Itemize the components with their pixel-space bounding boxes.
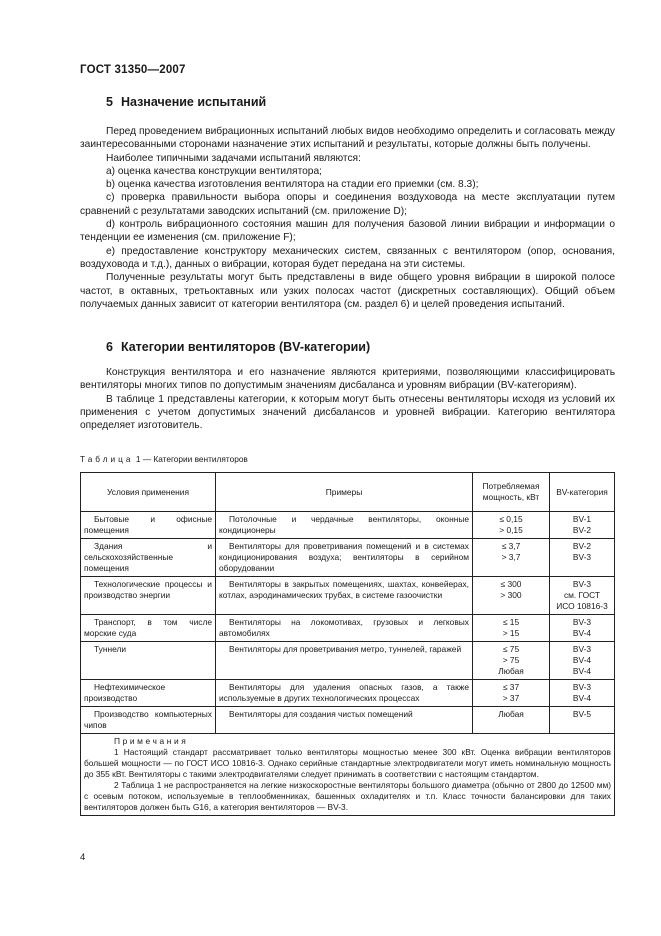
document-header: ГОСТ 31350—2007 bbox=[80, 64, 186, 76]
note-item: 2 Таблица 1 не распространяется на легкие низкоскоростные вентиляторы большого диаметра (обычно от 2800 до 12500 мм) с осевым потоком, используемые в теплообменниках, башенных охладителях и т.п. Класс точности балансировки для таких вентиляторов должен быть G16, а категория вентиляторов — BV-3. bbox=[84, 780, 611, 812]
cell-examples: Потолочные и чердачные вентиляторы, оконные кондиционеры bbox=[216, 512, 473, 539]
cell-conditions: Производство компьютерных чипов bbox=[81, 707, 216, 734]
list-item: е) предоставление конструктору механических систем, связанных с вентилятором (опор, основания, воздуховода и т.д.), данных о вибрации, которая будет передана на эти системы. bbox=[80, 245, 615, 270]
paragraph: В таблице 1 представлены категории, к которым могут быть отнесены вентиляторы исходя из условий их применения с учетом допустимых значений дисбалансов и уровней вибрации. Категорию вентилятора определяет изготовитель. bbox=[80, 393, 615, 432]
table-caption-prefix: Таблица bbox=[80, 454, 134, 464]
cell-examples: Вентиляторы для удаления опасных газов, а также используемые в других технологических процессах bbox=[216, 680, 473, 707]
table-header-row bbox=[81, 473, 615, 512]
cell-examples: Вентиляторы в закрытых помещениях, шахтах, конвейерах, котлах, аэродинамических трубах, в системе газоочистки bbox=[216, 577, 473, 615]
section-5-number: 5 bbox=[106, 95, 113, 109]
cell-power: ≤ 300 > 300 bbox=[473, 577, 550, 615]
cell-examples: Вентиляторы для проветривания метро, туннелей, гаражей bbox=[216, 642, 473, 680]
cell-category: BV-3 BV-4 bbox=[550, 680, 615, 707]
section-5-heading bbox=[106, 95, 266, 109]
cell-power: ≤ 37 > 37 bbox=[473, 680, 550, 707]
table-caption bbox=[80, 454, 248, 464]
categories-table bbox=[80, 472, 615, 816]
section-6-number: 6 bbox=[106, 340, 113, 354]
table-row bbox=[81, 577, 615, 615]
cell-conditions: Туннели bbox=[81, 642, 216, 680]
table-notes bbox=[81, 734, 615, 816]
paragraph: Полученные результаты могут быть представлены в виде общего уровня вибрации в широкой полосе частот, в октавных, третьоктавных или узких полосах частот (дискретных составляющих). Общий объем получаемых данных зависит от категории вентилятора (см. раздел 6) и целей проведения испытаний. bbox=[80, 272, 615, 310]
paragraph: Наиболее типичными задачами испытаний являются: bbox=[106, 152, 361, 164]
cell-power: ≤ 0,15 > 0,15 bbox=[473, 512, 550, 539]
cell-category: BV-3 BV-4 bbox=[550, 615, 615, 642]
cell-power: ≤ 3,7 > 3,7 bbox=[473, 539, 550, 577]
table-row bbox=[81, 539, 615, 577]
cell-category: BV-5 bbox=[550, 707, 615, 734]
section-6-body bbox=[80, 366, 615, 432]
paragraph: Конструкция вентилятора и его назначение являются критериями, позволяющими классифицировать вентиляторы многих типов по допустимым значениям дисбаланса и уровням вибрации (BV-категориям). bbox=[80, 367, 615, 392]
cell-conditions: Здания и сельскохозяйственные помещения bbox=[81, 539, 216, 577]
cell-conditions: Транспорт, в том числе морские суда bbox=[81, 615, 216, 642]
cell-power: Любая bbox=[473, 707, 550, 734]
cell-category: BV-1 BV-2 bbox=[550, 512, 615, 539]
list-item: с) проверка правильности выбора опоры и соединения воздуховода на месте эксплуатации путем сравнений с результатами заводских испытаний (см. приложение D); bbox=[80, 192, 615, 217]
table-row bbox=[81, 680, 615, 707]
section-5-body bbox=[80, 125, 615, 311]
cell-power: ≤ 15 > 15 bbox=[473, 615, 550, 642]
notes-title: Примечания bbox=[114, 736, 189, 746]
header-examples: Примеры bbox=[216, 473, 473, 512]
table-caption-text: 1 — Категории вентиляторов bbox=[135, 454, 248, 464]
cell-conditions: Бытовые и офисные помещения bbox=[81, 512, 216, 539]
cell-power: ≤ 75 > 75 Любая bbox=[473, 642, 550, 680]
table-row bbox=[81, 707, 615, 734]
table-row bbox=[81, 642, 615, 680]
cell-examples: Вентиляторы на локомотивах, грузовых и легковых автомобилях bbox=[216, 615, 473, 642]
page-number: 4 bbox=[80, 852, 86, 863]
list-item: d) контроль вибрационного состояния машин для получения базовой линии вибрации и информации о тенденции ее изменения (см. приложение F); bbox=[80, 219, 615, 244]
cell-conditions: Технологические процессы и производство энергии bbox=[81, 577, 216, 615]
cell-conditions: Нефтехимическое производство bbox=[81, 680, 216, 707]
table-row bbox=[81, 615, 615, 642]
cell-examples: Вентиляторы для создания чистых помещений bbox=[216, 707, 473, 734]
header-conditions: Условия применения bbox=[81, 473, 216, 512]
section-5-title: Назначение испытаний bbox=[120, 95, 267, 109]
cell-category: BV-3 см. ГОСТ ИСО 10816-3 bbox=[550, 577, 615, 615]
header-category: BV-категория bbox=[550, 473, 615, 512]
cell-category: BV-2 BV-3 bbox=[550, 539, 615, 577]
cell-category: BV-3 BV-4 BV-4 bbox=[550, 642, 615, 680]
note-item: 1 Настоящий стандарт рассматривает только вентиляторы мощностью менее 300 кВт. Оценка вибрации вентиляторов большей мощности — по ГОСТ ИСО 10816-3. Однако серийные стандартные электродвигатели могут иметь номинальную мощность до 355 кВт. Вентиляторы с такими электродвигателями следует принимать в соответствии с настоящим стандартом. bbox=[84, 747, 611, 779]
table-row bbox=[81, 512, 615, 539]
list-item: b) оценка качества изготовления вентилятора на стадии его приемки (см. 8.3); bbox=[106, 179, 479, 191]
paragraph: Перед проведением вибрационных испытаний любых видов необходимо определить и согласовать между заинтересованными сторонами назначение этих испытаний и результаты, которые должны быть получены. bbox=[80, 126, 615, 151]
cell-examples: Вентиляторы для проветривания помещений и в системах кондиционирования воздуха; вентиляторы в серийном оборудовании bbox=[216, 539, 473, 577]
header-power: Потребляемая мощность, кВт bbox=[473, 473, 550, 512]
section-6-heading bbox=[106, 340, 370, 354]
table-notes-row bbox=[81, 734, 615, 816]
list-item: а) оценка качества конструкции вентилятора; bbox=[106, 165, 322, 177]
section-6-title: Категории вентиляторов (BV-категории) bbox=[120, 340, 371, 354]
